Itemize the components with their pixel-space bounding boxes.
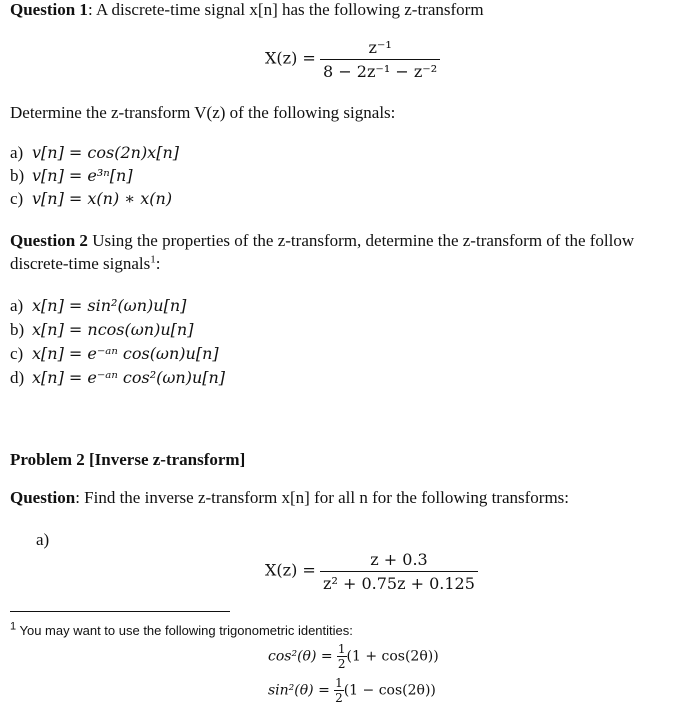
identity-sin-den: 2: [335, 691, 343, 705]
footnote-line: [10, 620, 353, 638]
q1-intro: : A discrete-time signal x[n] has the following z-transform: [87, 0, 484, 19]
identity-cos-fraction: [337, 642, 347, 671]
q2-intro-line2-wrap: [10, 254, 160, 274]
footnote-divider: [10, 611, 230, 612]
q1-fraction-denominator: 8 − 2z⁻¹ − z⁻²: [320, 59, 440, 81]
p2-item-a-label: a): [36, 530, 50, 549]
identity-sin-num: 1: [335, 676, 343, 690]
p2-question-text: : Find the inverse z-transform x[n] for all n for the following transforms:: [75, 488, 570, 507]
p2-fraction-numerator: z + 0.3: [370, 550, 428, 569]
identity-sin-lhs: sin²(θ) =: [268, 682, 330, 699]
q2-title-line: [10, 231, 634, 251]
q2-intro-line2-end: :: [155, 254, 161, 273]
q2-item-b-expr: x[n] = ncos(ωn)u[n]: [32, 320, 194, 339]
q2-item-d-label: d): [10, 368, 25, 387]
q1-item-b-expr: v[n] = e³ⁿ[n]: [32, 166, 133, 185]
q1-fraction-numerator: z⁻¹: [368, 38, 392, 57]
q1-item-b-label: b): [10, 166, 25, 185]
p2-question-line: [10, 488, 569, 508]
q1-formula-lhs: X(z) =: [265, 48, 316, 68]
p2-fraction: [320, 550, 478, 593]
q2-heading: Question 2: [10, 231, 88, 250]
identity-sin: [268, 676, 436, 705]
q2-item-a: [10, 296, 186, 316]
q1-item-a: [10, 143, 179, 163]
q2-item-a-expr: x[n] = sin²(ωn)u[n]: [32, 296, 187, 315]
q1-formula: [265, 38, 440, 81]
p2-formula-lhs: X(z) =: [265, 560, 316, 580]
p2-question-label: Question: [10, 488, 76, 507]
q2-footnote-ref[interactable]: 1: [150, 253, 156, 266]
identity-sin-rhs: (1 − cos(2θ)): [343, 682, 436, 699]
q2-item-a-label: a): [10, 296, 24, 315]
identity-cos-lhs: cos²(θ) =: [268, 648, 333, 665]
q1-title-line: [10, 0, 484, 20]
identity-cos-den: 2: [337, 657, 346, 671]
p2-heading: Problem 2 [Inverse z-transform]: [10, 450, 246, 469]
q1-item-a-expr: v[n] = cos(2n)x[n]: [32, 143, 179, 162]
q2-intro-line1: Using the properties of the z-transform, determine the z-transform of the follow: [87, 231, 635, 250]
q2-item-c-label: c): [10, 344, 24, 363]
q2-item-b: [10, 320, 193, 340]
footnote-mark: 1: [10, 620, 17, 633]
identity-cos: [268, 642, 439, 671]
q1-item-a-label: a): [10, 143, 24, 162]
q2-item-c-expr: x[n] = e⁻ᵃⁿ cos(ωn)u[n]: [32, 344, 219, 363]
q1-item-c-label: c): [10, 189, 24, 208]
p2-formula: [265, 550, 478, 593]
q2-intro-line2: discrete-time signals: [10, 254, 151, 273]
q1-prompt: Determine the z-transform V(z) of the following signals:: [10, 103, 396, 122]
identity-cos-num: 1: [337, 642, 346, 656]
q1-heading: Question 1: [10, 0, 88, 19]
q2-item-c: [10, 344, 219, 364]
footnote-text: You may want to use the following trigonometric identities:: [16, 623, 353, 638]
q2-item-d: [10, 368, 225, 388]
q2-item-d-expr: x[n] = e⁻ᵃⁿ cos²(ωn)u[n]: [32, 368, 226, 387]
q2-item-b-label: b): [10, 320, 25, 339]
p2-fraction-denominator: z² + 0.75z + 0.125: [320, 571, 478, 593]
q1-item-b: [10, 166, 133, 186]
q1-fraction: [320, 38, 440, 81]
q1-item-c-expr: v[n] = x(n) ∗ x(n): [32, 189, 173, 208]
identity-sin-fraction: [334, 676, 344, 705]
identity-cos-rhs: (1 + cos(2θ)): [346, 648, 439, 665]
q1-item-c: [10, 189, 172, 209]
